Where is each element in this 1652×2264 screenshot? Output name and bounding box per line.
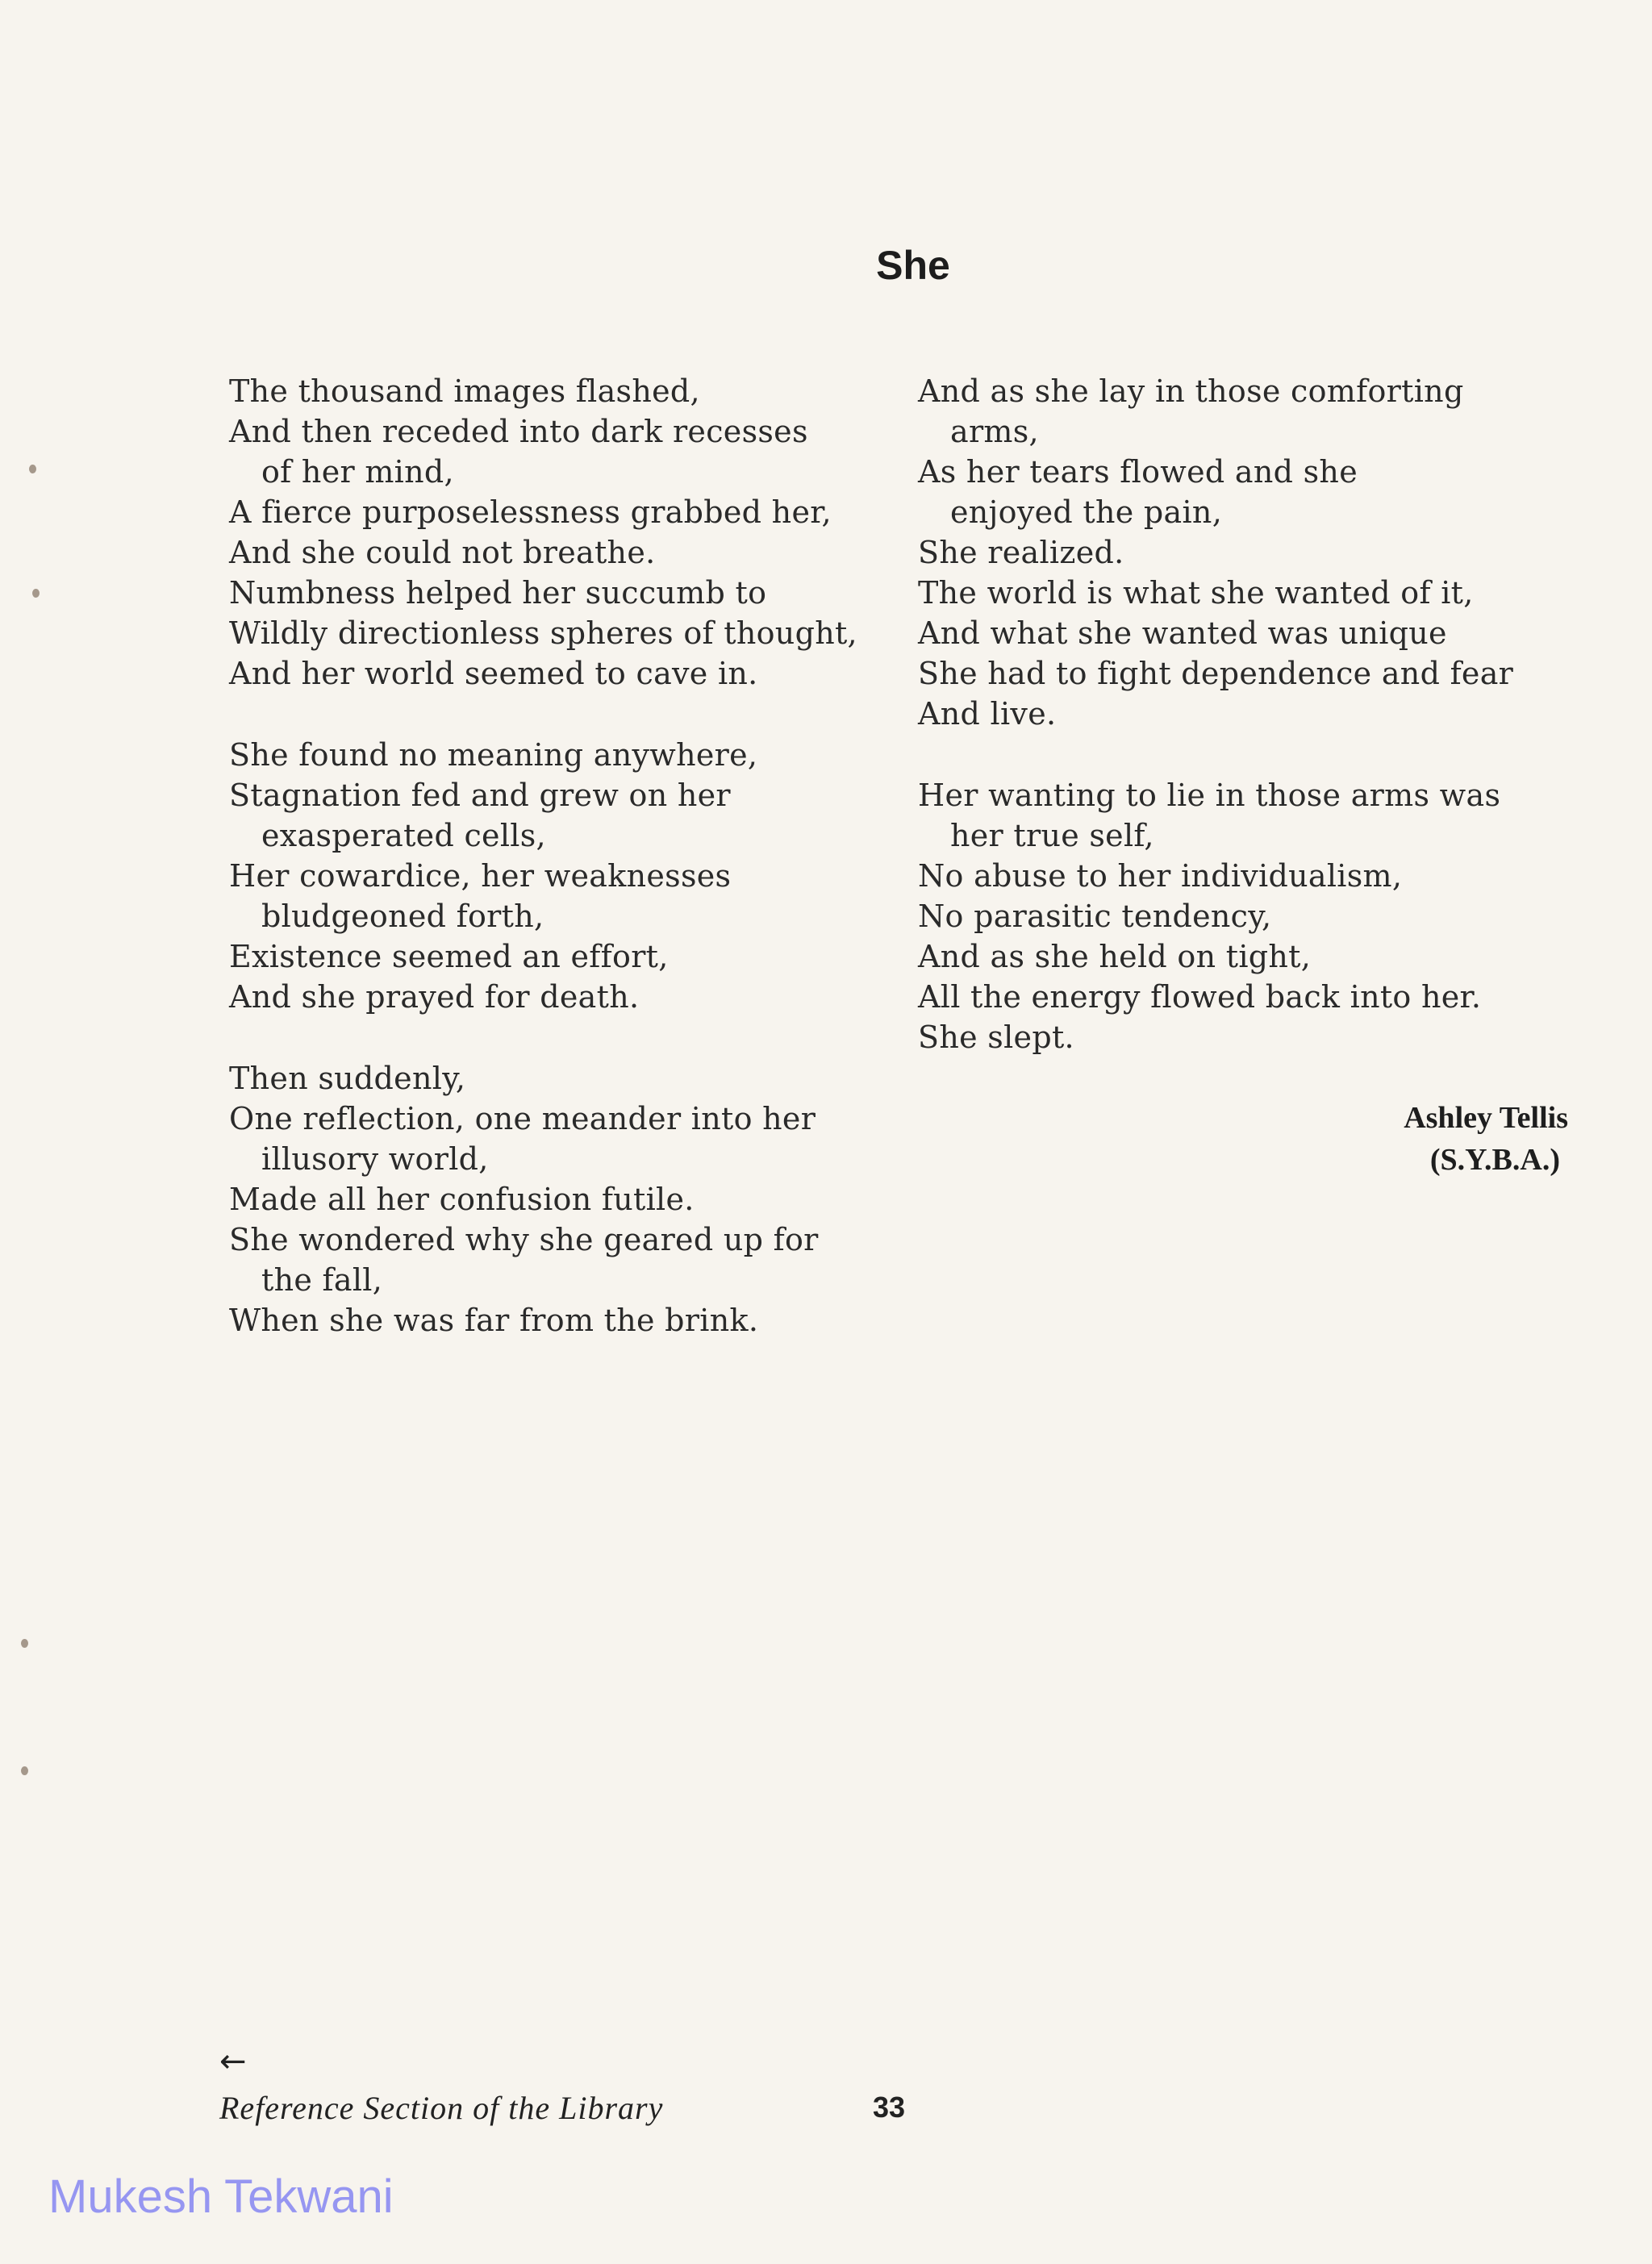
poem-line: illusory world, [261, 1141, 489, 1177]
watermark-text: Mukesh Tekwani [48, 2170, 394, 2223]
poem-line: her true self, [950, 818, 1154, 853]
poem-line: bludgeoned forth, [261, 899, 544, 934]
poem-line: She found no meaning anywhere, [229, 737, 758, 773]
poem-line: Numbness helped her succumb to [229, 575, 767, 611]
poem-line: And her world seemed to cave in. [229, 656, 758, 691]
poem-line: One reflection, one meander into her [229, 1101, 816, 1136]
poem-title: She [876, 243, 950, 288]
poem-line: Her cowardice, her weaknesses [229, 858, 732, 894]
poem-left-column [229, 371, 899, 1382]
footer-reference: Reference Section of the Library [219, 2090, 664, 2126]
poem-line: of her mind, [261, 454, 454, 490]
poem-line: Her wanting to lie in those arms was [918, 778, 1501, 813]
punch-speck [21, 1766, 28, 1775]
author-class: (S.Y.B.A.) [1429, 1143, 1560, 1177]
poem-line: And live. [918, 696, 1057, 732]
poem-line: She slept. [918, 1019, 1074, 1055]
page-number: 33 [873, 2091, 906, 2124]
poem-right-column [918, 371, 1587, 1099]
poem-line: enjoyed the pain, [950, 494, 1223, 530]
poem-line: arms, [950, 414, 1039, 449]
poem-line: Existence seemed an effort, [229, 939, 669, 974]
poem-line: The thousand images flashed, [229, 373, 700, 409]
poem-line: And she prayed for death. [229, 979, 640, 1015]
poem-line: And what she wanted was unique [918, 615, 1447, 651]
poem-line: No abuse to her individualism, [918, 858, 1403, 894]
poem-line: The world is what she wanted of it, [918, 575, 1474, 611]
author-block [1404, 1097, 1568, 1181]
poem-line: She wondered why she geared up for [229, 1222, 819, 1257]
poem-line: Wildly directionless spheres of thought, [229, 615, 857, 651]
stanza [918, 775, 1587, 1057]
stanza [229, 1058, 899, 1340]
stanza [229, 735, 899, 1017]
stanza [229, 371, 899, 694]
poem-line: And then receded into dark recesses [229, 414, 808, 449]
punch-speck [21, 1639, 28, 1648]
poem-line: And she could not breathe. [229, 535, 656, 570]
poem-line: the fall, [261, 1262, 383, 1298]
punch-speck [32, 589, 40, 598]
poem-line: exasperated cells, [261, 818, 546, 853]
poem-line: She had to fight dependence and fear [918, 656, 1514, 691]
poem-line: And as she lay in those comforting [918, 373, 1464, 409]
poem-line: And as she held on tight, [918, 939, 1312, 974]
poem-line: A fierce purposelessness grabbed her, [229, 494, 832, 530]
poem-line: All the energy flowed back into her. [918, 979, 1482, 1015]
poem-line: Stagnation fed and grew on her [229, 778, 731, 813]
punch-speck [29, 465, 36, 473]
stanza [918, 371, 1587, 734]
poem-line: She realized. [918, 535, 1124, 570]
poem-line: Then suddenly, [229, 1061, 466, 1096]
poem-line: Made all her confusion futile. [229, 1182, 695, 1217]
poem-line: When she was far from the brink. [229, 1303, 759, 1338]
poem-line: As her tears flowed and she [918, 454, 1358, 490]
author-name: Ashley Tellis [1404, 1101, 1568, 1135]
poem-line: No parasitic tendency, [918, 899, 1272, 934]
left-arrow-icon: ← [219, 2043, 247, 2080]
